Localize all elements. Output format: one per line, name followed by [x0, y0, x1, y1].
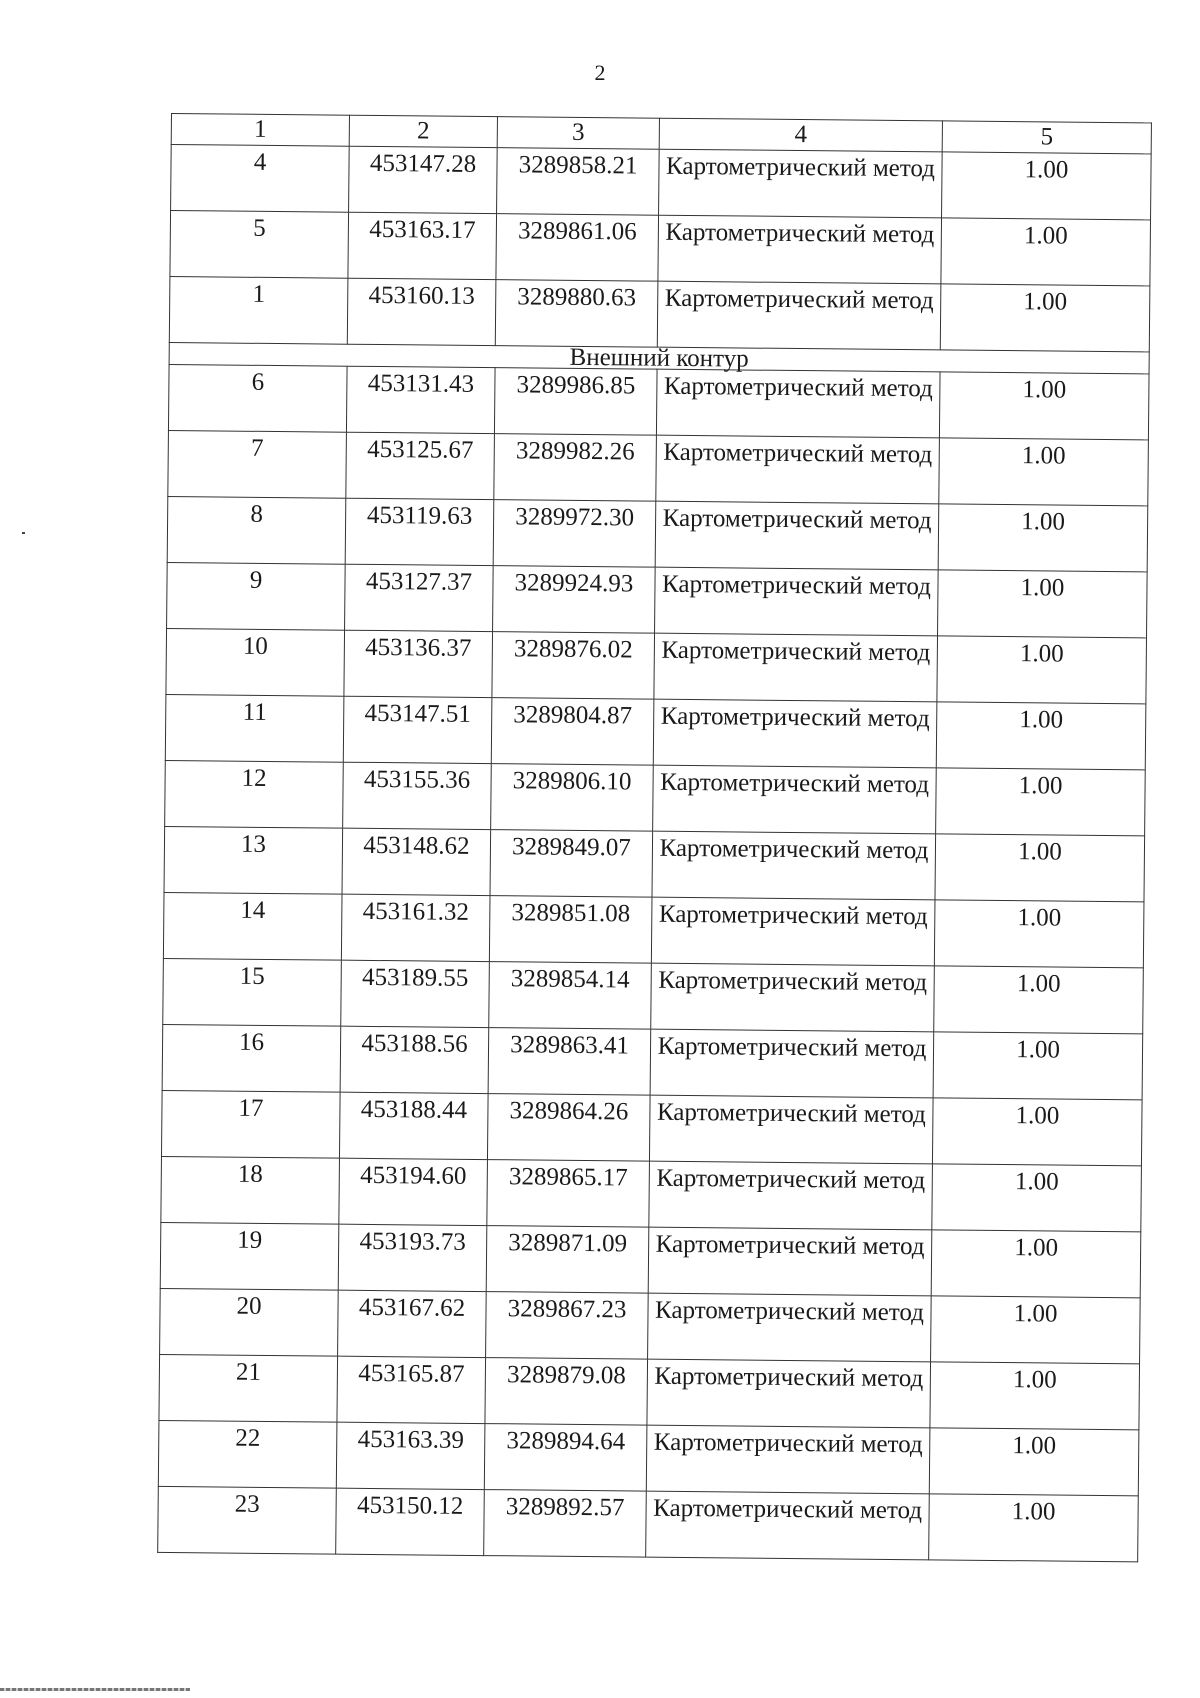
x-coordinate-cell: 453131.43	[346, 366, 495, 433]
y-coordinate-cell: 3289854.14	[489, 962, 652, 1030]
method-text: Картометрический метод	[665, 152, 936, 183]
method-text: Картометрический метод	[653, 1428, 923, 1459]
x-coordinate-cell: 453147.28	[349, 146, 498, 213]
section-title: Внешний контур	[169, 342, 1149, 373]
column-number-cell: 1	[171, 114, 349, 147]
point-number-cell: 16	[162, 1024, 341, 1092]
point-number-cell: 15	[163, 958, 342, 1026]
method-cell	[655, 567, 939, 636]
error-cell: 1.00	[930, 1362, 1140, 1430]
error-cell: 1.00	[932, 1098, 1142, 1166]
method-text: Картометрический метод	[664, 284, 934, 315]
error-cell: 1.00	[942, 152, 1152, 220]
point-number-cell: 14	[163, 892, 342, 960]
y-coordinate-cell: 3289849.07	[490, 830, 653, 898]
method-text: Картометрический метод	[662, 504, 932, 535]
y-coordinate-cell: 3289867.23	[486, 1292, 649, 1360]
y-coordinate-cell: 3289972.30	[493, 500, 656, 568]
error-cell: 1.00	[934, 900, 1144, 968]
y-coordinate-cell: 3289894.64	[484, 1424, 647, 1492]
method-text: Картометрический метод	[657, 1032, 927, 1063]
error-cell: 1.00	[937, 636, 1147, 704]
method-text: Картометрический метод	[654, 1296, 925, 1327]
table-row	[167, 562, 1148, 637]
point-number-cell: 4	[171, 145, 350, 213]
method-cell	[654, 633, 938, 702]
x-coordinate-cell: 453160.13	[347, 278, 496, 345]
point-number-cell: 18	[161, 1156, 340, 1224]
column-number-cell: 2	[349, 115, 497, 147]
error-cell: 1.00	[935, 834, 1145, 902]
method-text: Картометрический метод	[665, 218, 935, 249]
point-number-cell: 21	[159, 1354, 338, 1422]
point-number-cell: 10	[166, 628, 345, 696]
point-number-cell: 1	[169, 276, 348, 344]
point-number-cell: 9	[167, 562, 346, 630]
table-row	[165, 760, 1146, 835]
error-cell: 1.00	[939, 372, 1149, 440]
x-coordinate-cell: 453167.62	[338, 1290, 487, 1357]
table-row	[164, 826, 1145, 901]
point-number-cell: 23	[158, 1486, 337, 1554]
coordinates-table-container	[157, 113, 1151, 1562]
error-cell: 1.00	[940, 284, 1150, 352]
x-coordinate-cell: 453155.36	[343, 762, 492, 829]
method-text: Картометрический метод	[656, 1164, 926, 1195]
table-row	[161, 1090, 1142, 1165]
method-cell	[648, 1293, 932, 1362]
y-coordinate-cell: 3289892.57	[484, 1490, 647, 1558]
y-coordinate-cell: 3289986.85	[494, 368, 657, 436]
point-number-cell: 13	[164, 826, 343, 894]
method-text: Картометрический метод	[654, 1362, 924, 1393]
point-number-cell: 5	[170, 211, 349, 279]
method-text: Картометрический метод	[656, 1098, 926, 1129]
point-number-cell: 12	[165, 760, 344, 828]
error-cell: 1.00	[932, 1164, 1142, 1232]
table-row	[161, 1156, 1142, 1231]
method-cell	[658, 215, 942, 284]
method-text: Картометрический метод	[660, 768, 930, 799]
table-row	[171, 145, 1152, 220]
method-cell	[651, 897, 935, 966]
page-number: 2	[594, 60, 606, 85]
point-number-cell: 8	[167, 496, 346, 564]
x-coordinate-cell: 453148.62	[342, 828, 491, 895]
method-cell	[653, 699, 937, 768]
error-cell: 1.00	[929, 1494, 1139, 1562]
error-cell: 1.00	[931, 1230, 1141, 1298]
error-cell: 1.00	[938, 570, 1148, 638]
x-coordinate-cell: 453163.17	[348, 212, 497, 279]
method-text: Картометрический метод	[658, 966, 928, 997]
point-number-cell: 19	[160, 1222, 339, 1290]
error-cell: 1.00	[934, 966, 1144, 1034]
method-text: Картометрический метод	[653, 1494, 923, 1525]
error-cell: 1.00	[933, 1032, 1143, 1100]
scan-edge-artifact	[0, 1688, 190, 1691]
table-row	[169, 276, 1150, 351]
method-cell	[653, 765, 937, 834]
x-coordinate-cell: 453189.55	[341, 960, 490, 1027]
y-coordinate-cell: 3289924.93	[493, 566, 656, 634]
x-coordinate-cell: 453125.67	[346, 432, 495, 499]
coordinates-table-body	[158, 114, 1152, 1562]
error-cell: 1.00	[931, 1296, 1141, 1364]
x-coordinate-cell: 453194.60	[339, 1158, 488, 1225]
table-row	[159, 1354, 1140, 1429]
x-coordinate-cell: 453161.32	[341, 894, 490, 961]
method-text: Картометрический метод	[659, 834, 929, 865]
method-text: Картометрический метод	[660, 702, 930, 733]
table-row	[170, 211, 1151, 286]
error-cell: 1.00	[938, 504, 1148, 572]
table-row	[165, 694, 1146, 769]
y-coordinate-cell: 3289880.63	[495, 280, 658, 348]
method-cell	[656, 369, 940, 438]
table-row	[158, 1486, 1139, 1561]
point-number-cell: 6	[168, 364, 347, 432]
method-cell	[646, 1425, 930, 1494]
x-coordinate-cell: 453136.37	[344, 630, 493, 697]
method-cell	[647, 1359, 931, 1428]
method-text: Картометрический метод	[661, 636, 931, 667]
method-cell	[649, 1161, 933, 1230]
method-cell	[646, 1491, 930, 1560]
x-coordinate-cell: 453127.37	[345, 564, 494, 631]
y-coordinate-cell: 3289851.08	[489, 896, 652, 964]
table-row	[160, 1288, 1141, 1363]
x-coordinate-cell: 453147.51	[343, 696, 492, 763]
y-coordinate-cell: 3289804.87	[491, 698, 654, 766]
point-number-cell: 20	[160, 1288, 339, 1356]
column-number-cell: 3	[497, 117, 659, 150]
x-coordinate-cell: 453165.87	[337, 1356, 486, 1423]
point-number-cell: 11	[165, 694, 344, 762]
column-number-cell: 5	[942, 121, 1151, 154]
y-coordinate-cell: 3289871.09	[486, 1226, 649, 1294]
x-coordinate-cell: 453119.63	[345, 498, 494, 565]
x-coordinate-cell: 453188.44	[339, 1092, 488, 1159]
error-cell: 1.00	[941, 218, 1151, 286]
y-coordinate-cell: 3289861.06	[496, 214, 659, 282]
error-cell: 1.00	[939, 438, 1149, 506]
error-cell: 1.00	[936, 768, 1146, 836]
point-number-cell: 17	[161, 1090, 340, 1158]
table-row	[166, 628, 1147, 703]
y-coordinate-cell: 3289864.26	[487, 1094, 650, 1162]
x-coordinate-cell: 453188.56	[340, 1026, 489, 1093]
table-row	[168, 364, 1149, 439]
method-cell	[649, 1095, 933, 1164]
table-row	[160, 1222, 1141, 1297]
x-coordinate-cell: 453163.39	[336, 1422, 485, 1489]
y-coordinate-cell: 3289879.08	[485, 1358, 648, 1426]
error-cell: 1.00	[936, 702, 1146, 770]
y-coordinate-cell: 3289858.21	[497, 148, 660, 216]
point-number-cell: 22	[158, 1420, 337, 1488]
method-text: Картометрический метод	[663, 372, 933, 403]
method-cell	[651, 963, 935, 1032]
y-coordinate-cell: 3289806.10	[491, 764, 654, 832]
method-cell	[657, 281, 941, 350]
y-coordinate-cell: 3289982.26	[494, 434, 657, 502]
table-row	[163, 892, 1144, 967]
point-number-cell: 7	[168, 430, 347, 498]
table-row	[167, 496, 1148, 571]
error-cell: 1.00	[929, 1428, 1139, 1496]
x-coordinate-cell: 453193.73	[338, 1224, 487, 1291]
method-text: Картометрический метод	[663, 438, 933, 469]
scan-speck	[22, 532, 25, 534]
method-text: Картометрический метод	[661, 570, 932, 601]
y-coordinate-cell: 3289863.41	[488, 1028, 651, 1096]
coordinates-table	[157, 113, 1152, 1562]
table-row	[163, 958, 1144, 1033]
method-text: Картометрический метод	[655, 1230, 925, 1261]
method-cell	[648, 1227, 932, 1296]
method-text: Картометрический метод	[658, 900, 928, 931]
method-cell	[656, 435, 940, 504]
method-cell	[650, 1029, 934, 1098]
y-coordinate-cell: 3289865.17	[487, 1160, 650, 1228]
table-row	[158, 1420, 1139, 1495]
column-number-cell: 4	[659, 118, 942, 152]
table-row	[168, 430, 1149, 505]
method-cell	[659, 149, 943, 218]
method-cell	[652, 831, 936, 900]
y-coordinate-cell: 3289876.02	[492, 632, 655, 700]
x-coordinate-cell: 453150.12	[336, 1488, 485, 1555]
table-row	[162, 1024, 1143, 1099]
method-cell	[655, 501, 939, 570]
